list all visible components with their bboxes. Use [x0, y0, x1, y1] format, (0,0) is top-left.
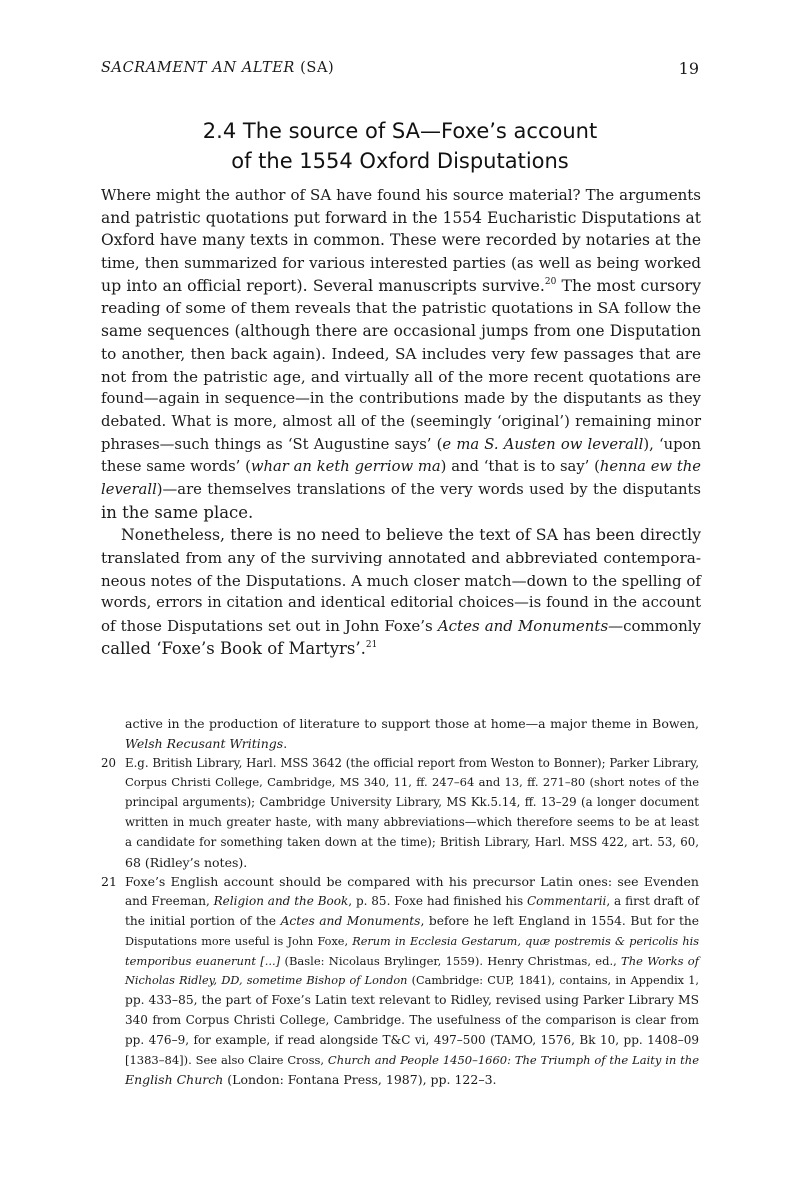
body-line: to another, then back again). Indeed, SA includes very few passages that are [101, 344, 701, 363]
footnote-line: 68 (Ridley’s notes). [125, 854, 248, 870]
footnote-line: the initial portion of the Actes and Monuments, before he left England in 1554. But for the [125, 913, 700, 928]
body-line: time, then summarized for various interested parties (as well as being worked [101, 254, 701, 273]
section-heading [101, 116, 699, 176]
footnote-line: pp. 476–9, for example, if read alongside T&C vi, 497–500 (TAMO, 1576, Bk 10, pp. 1408–09 [125, 1032, 699, 1047]
body-line: debated. What is more, almost all of the (seemingly ‘original’) remaining minor [101, 412, 701, 430]
footnote-line: Nicholas Ridley, DD, sometime Bishop of London (Cambridge: CUP, 1841), contains, in Appendix 1, [125, 974, 700, 988]
running-head-title: SACRAMENT AN ALTER (SA) [101, 60, 335, 76]
body-line: same sequences (although there are occasional jumps from one Disputation [101, 322, 701, 341]
body-line: called ‘Foxe’s Book of Martyrs’.$^{21}$ [101, 638, 378, 658]
body-line: Where might the author of SA have found his source material? The arguments [101, 186, 701, 204]
body-line: words, errors in citation and identical editorial choices—is found in the account [101, 594, 701, 612]
body-line: Oxford have many texts in common. These were recorded by notaries at the [101, 231, 701, 250]
footnote-ref-20[interactable]: 20 [544, 276, 557, 287]
footnote-line: Welsh Recusant Writings. [125, 735, 288, 751]
footnotes [101, 714, 699, 1090]
body-line: and patristic quotations put forward in the 1554 Eucharistic Disputations at [101, 208, 701, 227]
footnote-line: written in much greater haste, with many abbreviations—which therefore seems to be at least [125, 814, 699, 829]
footnote-20: 20 E.g. British Library, Harl. MSS 3642 (the official report from Weston to Bonner); Parker Library, [101, 754, 699, 774]
heading-line-1: 2.4 The source of SA—Foxe’s account [202, 119, 598, 143]
footnote-ref-21[interactable]: 21 [365, 639, 378, 650]
footnote-line: English Church (London: Fontana Press, 1987), pp. 122–3. [125, 1072, 497, 1088]
footnote-21: 21 Foxe’s English account should be compared with his precursor Latin ones: see Evenden [101, 872, 699, 892]
body-line: these same words’ (whar an keth gerriow ma) and ‘that is to say’ (henna ew the [101, 458, 701, 476]
footnote-line: and Freeman, Religion and the Book, p. 85. Foxe had finished his Commentarii, a first draft of [125, 894, 700, 909]
body-line: leverall)—are themselves translations of the very words used by the disputants [101, 480, 701, 498]
page-number: 19 [678, 59, 699, 78]
footnote-line: pp. 433–85, the part of Foxe’s Latin text relevant to Ridley, revised using Parker Library MS [125, 993, 699, 1008]
footnote-line: [1383–84]). See also Claire Cross, Church and People 1450–1660: The Triumph of the Laity in the [125, 1052, 699, 1067]
footnote-line: active in the production of literature to support those at home—a major theme in Bowen, [125, 716, 699, 731]
body-line: phrases—such things as ‘St Augustine says’ (e ma S. Austen ow leverall), ‘upon [101, 435, 701, 453]
heading-line-2: of the 1554 Oxford Disputations [231, 149, 569, 173]
footnote-line: Disputations more useful is John Foxe, Rerum in Ecclesia Gestarum, quæ postremis & pericolis his [125, 934, 700, 948]
body-line: found—again in sequence—in the contributions made by the disputants as they [101, 390, 701, 408]
body-line: Nonetheless, there is no need to believe the text of SA has been directly [121, 525, 701, 545]
body-line: up into an official report). Several manuscripts survive.$^{20}$ The most cursory [101, 275, 701, 295]
footnote-number: 21 [101, 874, 117, 890]
footnote-line: a candidate for something taken down at the time); British Library, Harl. MSS 422, art. 53, 60, [125, 834, 699, 849]
footnote-line: principal arguments); Cambridge University Library, MS Kk.5.14, ff. 13–29 (a longer document [125, 795, 699, 810]
body-line: not from the patristic age, and virtually all of the more recent quotations are [101, 367, 701, 386]
body-line: reading of some of them reveals that the patristic quotations in SA follow the [101, 299, 701, 318]
body-line: of those Disputations set out in John Foxe’s Actes and Monuments—commonly [101, 617, 701, 636]
body-text [101, 184, 701, 660]
body-line: neous notes of the Disputations. A much closer match—down to the spelling of [101, 571, 701, 590]
footnote-number: 20 [101, 755, 116, 770]
body-line: in the same place. [101, 502, 254, 522]
footnote-line: 340 from Corpus Christi College, Cambridge. The usefulness of the comparison is clear from [125, 1012, 699, 1027]
running-head [101, 60, 699, 82]
footnote-line: temporibus euanerunt [...] (Basle: Nicolaus Brylinger, 1559). Henry Christmas, ed., The Works of [125, 953, 699, 968]
footnote-line: Corpus Christi College, Cambridge, MS 340, 11, ff. 247–64 and 13, ff. 271–80 (short notes of the [125, 775, 699, 790]
body-line: translated from any of the surviving annotated and abbreviated contempora- [101, 549, 701, 567]
